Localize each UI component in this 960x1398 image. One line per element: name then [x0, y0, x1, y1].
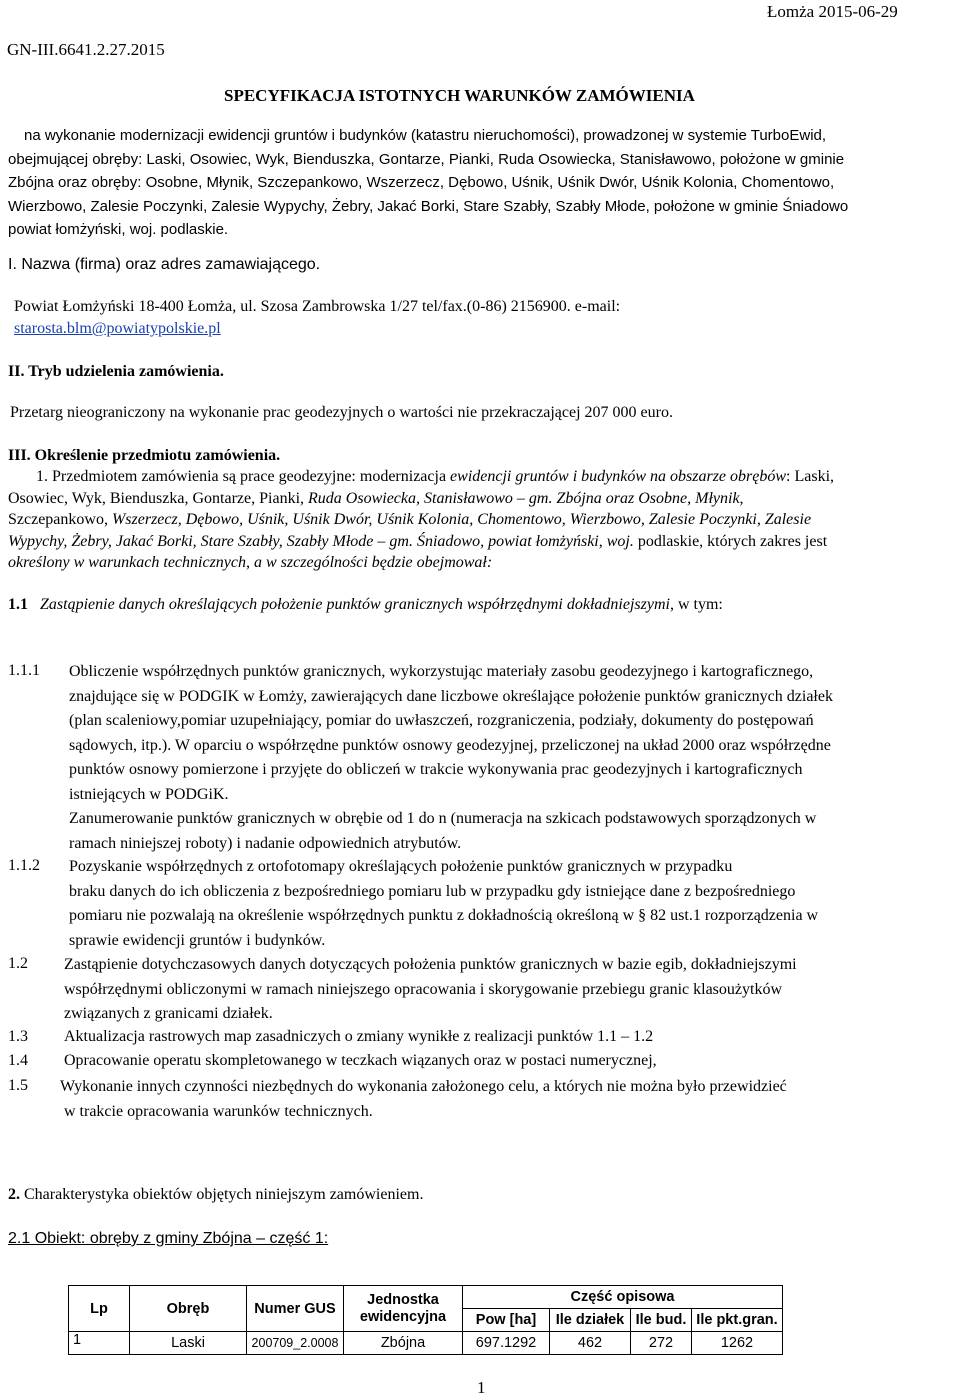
page-number: 1: [477, 1378, 486, 1397]
item-line: Zastąpienie dotychczasowych danych dotyczących położenia punktów granicznych w bazie egib, dokładniejszymi: [64, 956, 797, 973]
address-text: Powiat Łomżyński 18-400 Łomża, ul. Szosa Zambrowska 1/27 tel/fax.(0-86) 2156900. e-mail:: [14, 298, 621, 315]
objects-table: [68, 1285, 783, 1355]
subject-text: Przedmiotem zamówienia są prace geodezyjne: modernizacja: [48, 468, 451, 485]
item-line: w trakcie opracowania warunków technicznych.: [64, 1102, 373, 1120]
item-number: 1.2: [8, 955, 28, 972]
item-line: współrzędnymi obliczonymi w ramach niniejszego opracowania i skorygowanie przebiegu granic klasoużytków: [64, 980, 782, 998]
cell-pkt: 1262: [692, 1332, 783, 1355]
intro-line: Zbójna oraz obręby: Osobne, Młynik, Szczepankowo, Wszerzecz, Dębowo, Uśnik, Uśnik Dwór, Uśnik Kolonia, Chomentowo,: [8, 174, 835, 191]
header-numer-gus: Numer GUS: [247, 1286, 344, 1332]
subject-num: 1.: [36, 468, 48, 485]
cell-numer-gus: 200709_2.0008: [247, 1332, 344, 1355]
subsection-2-1-heading: 2.1 Obiekt: obręby z gminy Zbójna – część 1:: [8, 1230, 329, 1247]
cell-pow: 697.1292: [463, 1332, 550, 1355]
item-line: ramach niniejszej roboty) i nadanie odpowiednich atrybutów.: [69, 834, 462, 852]
subject-text: Osowiec, Wyk, Bienduszka, Gontarze, Pianki: [8, 489, 301, 507]
cell-dzialek: 462: [550, 1332, 631, 1355]
item-1-4: Opracowanie operatu skompletowanego w teczkach wiązanych oraz w postaci numerycznej,: [64, 1052, 657, 1069]
item-line: pomiaru nie pozwalają na określenie współrzędnych punktu z dokładnością określoną w § 82 ust.1 rozporządzenia w: [69, 907, 819, 924]
subject-text: Wypychy, Żebry, Jakać Borki, Stare Szabły, Szabły Młode – gm. Śniadowo, powiat łomżyński, woj.: [8, 532, 638, 550]
item-line: Obliczenie współrzędnych punktów granicznych, wykorzystując materiały zasobu geodezyjnego i kartograficznego,: [69, 663, 814, 680]
section-3-heading: III. Określenie przedmiotu zamówienia.: [8, 447, 281, 464]
cell-lp: 1: [69, 1332, 130, 1355]
cell-bud: 272: [631, 1332, 692, 1355]
header-jednostka: Jednostka ewidencyjna: [344, 1286, 463, 1332]
item-line: braku danych do ich obliczenia z bezpośredniego pomiaru lub w przypadku gdy istniejące dane z bezpośredniego: [69, 882, 796, 900]
document-date: Łomża 2015-06-29: [767, 2, 898, 21]
subject-text: ewidencji gruntów i budynków na obszarze obrębów: [450, 468, 787, 485]
item-number: 1.1.1: [8, 662, 40, 679]
item-1-2: [64, 953, 797, 1027]
item-line: Zanumerowanie punktów granicznych w obrębie od 1 do n (numeracja na szkicach podstawowych sporządzonych w: [69, 810, 817, 827]
header-pkt: Ile pkt.gran.: [692, 1309, 783, 1332]
header-pow: Pow [ha]: [463, 1309, 550, 1332]
intro-line: na wykonanie modernizacji ewidencji gruntów i budynków (katastru nieruchomości), prowadzonej w systemie TurboEwid,: [24, 127, 827, 144]
subject-text: określony w warunkach technicznych, a w szczególności będzie obejmował:: [8, 554, 493, 571]
item-1-1-2: [69, 855, 818, 953]
reference-number: GN-III.6641.2.27.2015: [7, 40, 165, 59]
table-row: [69, 1332, 783, 1355]
item-line: Wykonanie innych czynności niezbędnych do wykonania założonego celu, a których nie można było przewidzieć: [60, 1078, 787, 1095]
email-link[interactable]: starosta.blm@powiatypolskie.pl: [14, 320, 221, 337]
header-czesc-opisowa: Część opisowa: [463, 1286, 783, 1309]
subject-text: podlaskie, któr: [637, 532, 733, 550]
section-2-characteristics-heading: [8, 1186, 423, 1204]
item-1-5: [60, 1075, 787, 1124]
item-line: sprawie ewidencji gruntów i budynków.: [69, 931, 326, 949]
item-1-1: [8, 596, 723, 614]
cell-jednostka: Zbójna: [344, 1332, 463, 1355]
item-line: (plan scaleniowy,pomiar uzupełniający, pomiar do uwłaszczeń, rozgraniczenia, podziały, dokumenty do postępowań: [69, 712, 814, 729]
item-line: znajdujące się w PODGIK w Łomży, zawierających dane liczbowe określające położenie punktów granicznych działek: [69, 687, 833, 705]
item-line: sądowych, itp.). W oparciu o współrzędne punktów osnowy geodezyjnej, przeliczonej na układ 2000 oraz współrzędne: [69, 736, 831, 754]
header-lp: Lp: [69, 1286, 130, 1332]
heading-number: 2.: [8, 1186, 20, 1203]
item-line: związanych z granicami działek.: [64, 1005, 273, 1022]
intro-line: powiat łomżyński, woj. podlaskie.: [8, 221, 229, 238]
subject-text: , Ruda Osowiecka, Stanisławowo – gm. Zbójna oraz Osobne, Młynik,: [300, 489, 744, 507]
item-1-1-1: [69, 660, 833, 856]
subject-text: Szczepankowo,: [8, 511, 112, 528]
subject-text: : Laski,: [786, 468, 835, 485]
header-bud: Ile bud.: [631, 1309, 692, 1332]
header-dzialek: Ile działek: [550, 1309, 631, 1332]
intro-line: Wierzbowo, Zalesie Poczynki, Zalesie Wypychy, Żebry, Jakać Borki, Stare Szabły, Szabły Młode, położone w gminie Śniadowo: [8, 197, 849, 215]
item-line: punktów osnowy pomierzone i przyjęte do obliczeń w trakcie wykonywania prac geodezyjnych i kartograficznych: [69, 761, 803, 778]
subject-text: ych zakres jest: [732, 532, 828, 550]
item-number: 1.1.2: [8, 857, 40, 874]
document-title: SPECYFIKACJA ISTOTNYCH WARUNKÓW ZAMÓWIENIA: [224, 86, 695, 105]
item-number: 1.1: [8, 596, 28, 613]
item-line: Pozyskanie współrzędnych z ortofotomapy określających położenie punktów granicznych w przypadku: [69, 858, 733, 875]
item-number: 1.4: [8, 1052, 28, 1069]
item-1-3: Aktualizacja rastrowych map zasadniczych o zmiany wynikłe z realizacji punktów 1.1 – 1.2: [64, 1028, 654, 1045]
subject-text: Wszerzecz, Dębowo, Uśnik, Uśnik Dwór, Uśnik Kolonia, Chomentowo, Wierzbowo, Zalesie Poczynki, Zalesie: [111, 511, 812, 528]
item-text: Zastąpienie danych określających położenie punktów granicznych współrzędnymi dokładniejszymi: [40, 596, 670, 613]
cell-obreb: Laski: [130, 1332, 247, 1355]
item-line: istniejących w PODGiK.: [69, 785, 229, 803]
item-number: 1.5: [8, 1077, 28, 1094]
section-2-heading: II. Tryb udzielenia zamówienia.: [8, 363, 224, 380]
item-number: 1.3: [8, 1028, 28, 1045]
intro-line: obejmującej obręby: Laski, Osowiec, Wyk, Bienduszka, Gontarze, Pianki, Ruda Osowiecka, Stanisławowo, położone w gminie: [8, 150, 845, 168]
procurement-mode-text: Przetarg nieograniczony na wykonanie prac geodezyjnych o wartości nie przekraczającej 207 000 euro.: [10, 404, 673, 421]
header-obreb: Obręb: [130, 1286, 247, 1332]
item-text: , w tym:: [669, 596, 723, 613]
heading-text: Charakterystyka obiektów objętych niniejszym zamówieniem.: [20, 1186, 424, 1203]
subject-paragraph: [8, 466, 960, 574]
intro-paragraph: [8, 124, 960, 242]
section-1-heading: I. Nazwa (firma) oraz adres zamawiającego.: [8, 256, 321, 273]
